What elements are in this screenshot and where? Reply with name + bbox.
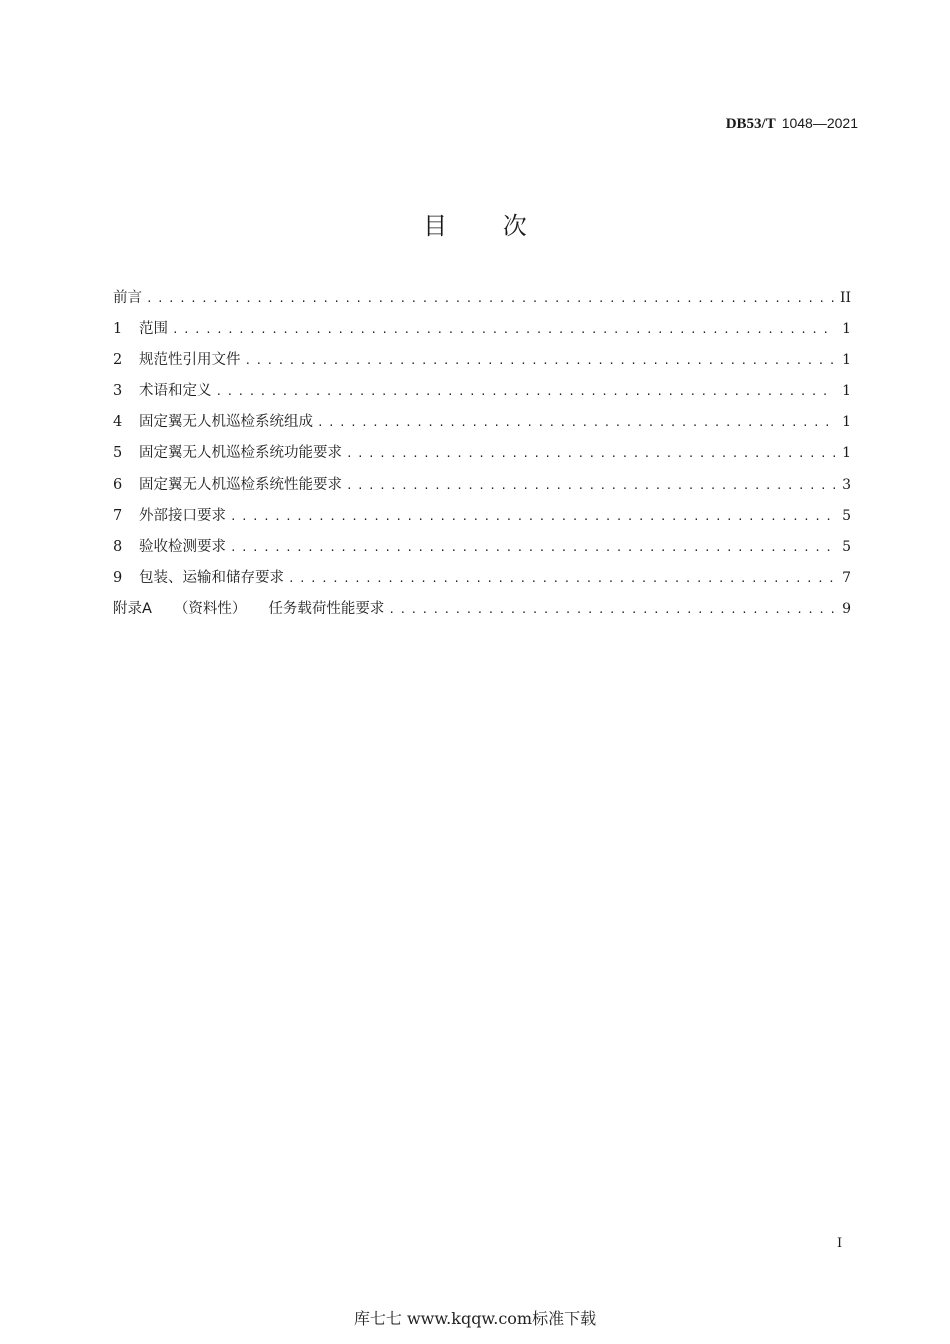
toc-entry-label: 验收检测要求 <box>139 538 226 555</box>
toc-appendix-title: 任务载荷性能要求 <box>268 600 385 617</box>
toc-entry-9[interactable] <box>113 566 851 597</box>
toc-leader-dots <box>346 479 835 492</box>
toc-leader-dots <box>317 416 835 429</box>
toc-appendix-label: 附录A <box>113 600 152 617</box>
toc-entry-number: 4 <box>113 414 123 431</box>
watermark-text: 库七七 www.kqqw.com标准下载 <box>353 1309 597 1328</box>
toc-entry-label: 固定翼无人机巡检系统功能要求 <box>139 445 342 462</box>
standard-code-number: 1048—2021 <box>781 115 858 131</box>
toc-entry-7[interactable] <box>113 504 851 535</box>
toc-entry-page: 1 <box>842 383 851 400</box>
toc-entry-label: 外部接口要求 <box>139 507 226 524</box>
toc-entry-number: 9 <box>113 569 123 586</box>
toc-entry-label: 范围 <box>139 321 168 338</box>
toc-entry-page: 5 <box>842 538 851 555</box>
toc-entry-label: 包装、运输和储存要求 <box>139 569 284 586</box>
toc-entry-number: 7 <box>113 507 123 524</box>
toc-leader-dots <box>245 354 836 367</box>
toc-entry-page: II <box>839 290 851 306</box>
toc-entry-4[interactable] <box>113 410 851 441</box>
toc-entry-page: 9 <box>842 600 851 617</box>
page-number: I <box>837 1236 843 1251</box>
toc-leader-dots <box>288 572 835 585</box>
toc-entry-label: 固定翼无人机巡检系统性能要求 <box>139 476 342 493</box>
table-of-contents <box>113 286 851 628</box>
toc-leader-dots <box>172 323 835 336</box>
toc-entry-number: 8 <box>113 538 123 555</box>
toc-entry-label: 固定翼无人机巡检系统组成 <box>139 414 313 431</box>
toc-entry-page: 7 <box>842 569 851 586</box>
toc-entry-appendix-a[interactable] <box>113 597 851 628</box>
toc-entry-label: 术语和定义 <box>139 383 212 400</box>
toc-entry-3[interactable] <box>113 379 851 410</box>
toc-entry-number: 1 <box>113 321 123 338</box>
toc-entry-5[interactable] <box>113 441 851 472</box>
toc-entry-foreword[interactable] <box>113 286 851 317</box>
toc-entry-page: 1 <box>842 321 851 338</box>
toc-leader-dots <box>230 541 835 554</box>
toc-entry-2[interactable] <box>113 348 851 379</box>
toc-entry-number: 2 <box>113 352 123 369</box>
toc-leader-dots <box>388 603 835 616</box>
toc-entry-1[interactable] <box>113 317 851 348</box>
toc-entry-label: 前言 <box>113 290 142 306</box>
standard-code-prefix: DB53/T <box>725 116 776 132</box>
toc-entry-number: 5 <box>113 445 123 462</box>
toc-entry-number: 6 <box>113 476 123 493</box>
toc-leader-dots <box>216 385 836 398</box>
toc-entry-label: 规范性引用文件 <box>139 352 241 369</box>
toc-entry-6[interactable] <box>113 473 851 504</box>
toc-entry-8[interactable] <box>113 535 851 566</box>
standard-code <box>726 115 858 133</box>
toc-entry-page: 1 <box>842 352 851 369</box>
toc-entry-page: 1 <box>842 445 851 462</box>
toc-leader-dots <box>230 510 835 523</box>
page-title: 目 次 <box>423 212 551 240</box>
toc-entry-page: 3 <box>842 476 851 493</box>
toc-entry-number: 3 <box>113 383 123 400</box>
toc-entry-page: 1 <box>842 414 851 431</box>
toc-leader-dots <box>346 447 835 460</box>
toc-entry-page: 5 <box>842 507 851 524</box>
toc-appendix-type: （资料性） <box>173 600 247 617</box>
toc-leader-dots <box>146 292 834 305</box>
